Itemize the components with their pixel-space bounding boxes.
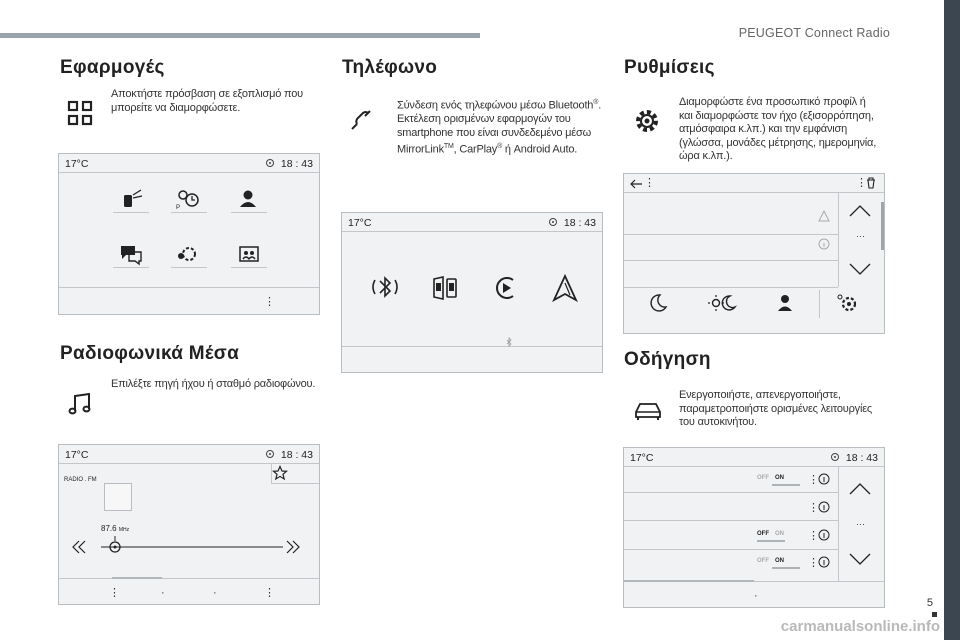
- frequency-slider[interactable]: [71, 533, 307, 561]
- status-bar: 17°C 18 : 43: [348, 217, 596, 229]
- system-settings-icon[interactable]: [834, 292, 860, 314]
- settings-menu-icon[interactable]: ⋮: [856, 177, 867, 189]
- function-options-4[interactable]: ⋮: [808, 557, 819, 569]
- radio-screen: [58, 444, 320, 605]
- function-switch-3[interactable]: OFF ON: [757, 531, 784, 537]
- phone-title: Τηλέφωνο: [342, 57, 438, 78]
- more-options-icon[interactable]: ⋮: [264, 296, 275, 308]
- gps-icon: [266, 159, 274, 167]
- bluetooth-status-icon: [505, 337, 513, 347]
- driving-description: Ενεργοποιήστε, απενεργοποιήστε, παραμετροποιήστε ορισμένες λειτουργίες του αυτοκινήτου.: [679, 389, 873, 428]
- day-night-icon[interactable]: [706, 292, 738, 314]
- handset-icon: [348, 107, 374, 133]
- driving-nav-button[interactable]: ·: [754, 590, 758, 602]
- settings-screen: [623, 173, 885, 334]
- station-artwork: [104, 483, 132, 511]
- night-mode-icon[interactable]: [646, 292, 670, 314]
- radio-source-button[interactable]: ·: [161, 587, 165, 599]
- mirrorlink-icon[interactable]: [430, 273, 460, 303]
- parking-timer-icon[interactable]: [172, 187, 208, 211]
- top-rule: [0, 33, 480, 38]
- page-edge-tab: [944, 0, 960, 640]
- page-marker: [932, 612, 937, 617]
- settings-title: Ρυθμίσεις: [624, 57, 715, 78]
- watermark: carmanualsonline.info: [780, 618, 940, 635]
- status-bar: 17°C 18 : 43: [65, 158, 313, 170]
- favorite-star-icon[interactable]: [272, 465, 288, 481]
- running-title: PEUGEOT Connect Radio: [738, 26, 890, 40]
- android-auto-icon[interactable]: [550, 273, 580, 303]
- radio-band-label: RADIO . FM: [64, 477, 97, 483]
- car-icon: [632, 398, 664, 422]
- connected-apps-icon[interactable]: [115, 187, 147, 211]
- info-icon[interactable]: [818, 529, 830, 541]
- phone-description: Σύνδεση ενός τηλεφώνου μέσω Bluetooth®. Εκτέλεση ορισμένων εφαρμογών του smartphone που είναι συνδεδεμένο μέσω MirrorLink™, CarPlay® ή Android Auto.: [397, 99, 602, 156]
- trash-icon[interactable]: [864, 176, 878, 190]
- settings-options-icon[interactable]: ⋮: [644, 177, 655, 189]
- tab-indicator: [624, 580, 754, 582]
- radio-list-button[interactable]: ·: [213, 587, 217, 599]
- page-number: 5: [926, 597, 933, 609]
- driving-title: Οδήγηση: [624, 349, 711, 370]
- scroll-more-icon: ···: [856, 231, 865, 241]
- driving-screen: [623, 447, 885, 608]
- function-options-3[interactable]: ⋮: [808, 530, 819, 542]
- info-icon[interactable]: [818, 556, 830, 568]
- music-note-icon: [67, 391, 93, 417]
- scroll-more-icon: ···: [856, 519, 865, 529]
- info-icon: [818, 238, 830, 250]
- function-switch-4[interactable]: OFF ON: [757, 558, 784, 564]
- function-switch-1[interactable]: OFF ON: [757, 475, 784, 481]
- warning-icon: [818, 210, 830, 222]
- function-options-1[interactable]: ⋮: [808, 474, 819, 486]
- messages-icon[interactable]: [115, 242, 147, 266]
- source-tab-indicator: [112, 577, 162, 579]
- svg-text:P: P: [176, 205, 181, 211]
- radio-options-icon[interactable]: ⋮: [109, 587, 120, 599]
- info-icon[interactable]: [818, 501, 830, 513]
- frequency-readout: 87.6 MHz: [101, 524, 130, 533]
- carplay-icon[interactable]: [491, 273, 521, 303]
- radio-title: Ραδιοφωνικά Μέσα: [60, 343, 240, 364]
- app-settings-icon[interactable]: [172, 242, 204, 266]
- scroll-down-icon[interactable]: [848, 262, 872, 276]
- scroll-up-icon[interactable]: [848, 482, 872, 496]
- apps-description: Αποκτήστε πρόσβαση σε εξοπλισμό που μπορείτε να διαμορφώσετε.: [111, 88, 303, 114]
- radio-menu-icon[interactable]: ⋮: [264, 587, 275, 599]
- scroll-down-icon[interactable]: [848, 552, 872, 566]
- status-bar: 17°C 18 : 43: [630, 452, 878, 464]
- user-profile-icon[interactable]: [233, 187, 263, 211]
- scroll-up-icon[interactable]: [848, 204, 872, 218]
- contacts-icon[interactable]: [233, 242, 265, 266]
- phone-screen: [341, 212, 603, 373]
- gear-icon: [632, 106, 662, 136]
- radio-description: Επιλέξτε πηγή ήχου ή σταθμό ραδιοφώνου.: [111, 378, 316, 390]
- function-options-2[interactable]: ⋮: [808, 502, 819, 514]
- status-bar: 17°C 18 : 43: [65, 449, 313, 461]
- apps-title: Εφαρμογές: [60, 57, 165, 78]
- bluetooth-icon[interactable]: [370, 271, 400, 303]
- app-grid-icon: [67, 100, 93, 126]
- settings-description: Διαμορφώστε ένα προσωπικό προφίλ ή και διαμορφώστε τον ήχο (εξισορρόπηση, ατμόσφαιρα κ.λπ.) και την εμφάνιση (γλώσσα, μονάδες μέτρησης, ημερομηνία, ώρα κ.λπ.).: [679, 96, 877, 162]
- apps-screen: [58, 153, 320, 315]
- info-icon[interactable]: [818, 473, 830, 485]
- scrollbar[interactable]: [881, 202, 884, 250]
- profile-icon[interactable]: [772, 292, 796, 314]
